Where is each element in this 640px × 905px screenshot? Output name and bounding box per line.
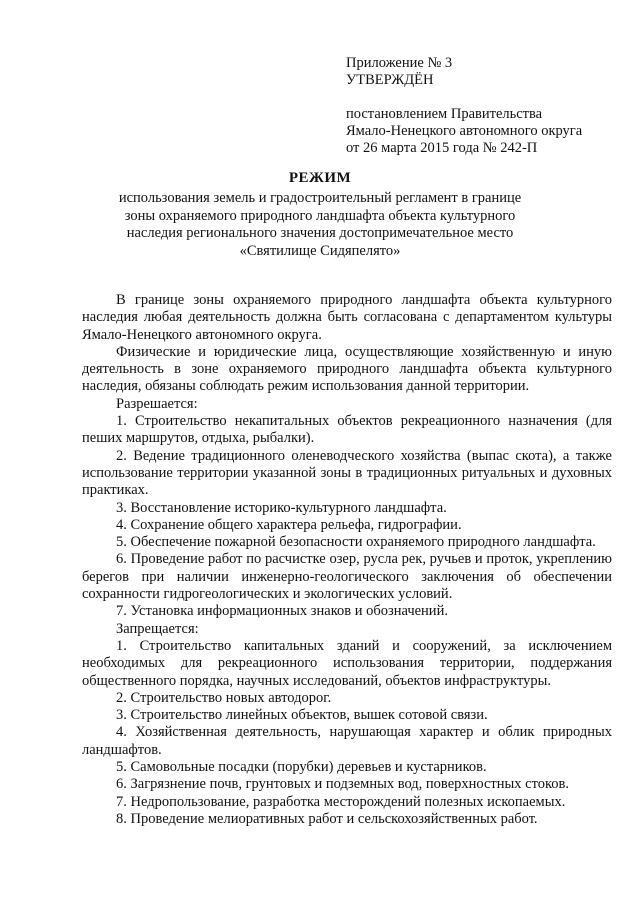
allowed-item-1: 1. Строительство некапитальных объектов рекреационного назначения (для пеших маршрутов, отдыха, рыбалки). [82, 413, 612, 447]
approved-stamp: УТВЕРЖДЁН [346, 72, 434, 88]
allowed-item-5: 5. Обеспечение пожарной безопасности охраняемого природного ландшафта. [116, 534, 596, 551]
forbidden-list [82, 638, 612, 828]
approval-by-line-3: от 26 марта 2015 года № 242-П [346, 140, 538, 156]
subtitle-line-1: использования земель и градостроительный регламент в границе [118, 190, 522, 206]
forbidden-item-5: 5. Самовольные посадки (порубки) деревьев и кустарников. [116, 759, 487, 776]
allowed-item-7: 7. Установка информационных знаков и обозначений. [116, 603, 448, 620]
forbidden-item-1: 1. Строительство капитальных зданий и сооружений, за исключением необходимых для рекреационного использования территории, поддержания общественного порядка, научных исследований, объектов инфраструктуры. [82, 637, 612, 689]
forbidden-item-4: 4. Хозяйственная деятельность, нарушающая характер и облик природных ландшафтов. [82, 724, 612, 758]
document-body [82, 292, 612, 828]
allowed-list [82, 413, 612, 621]
allowed-item-3: 3. Восстановление историко-культурного ландшафта. [116, 499, 447, 516]
forbidden-item-3: 3. Строительство линейных объектов, вышек сотовой связи. [116, 707, 488, 724]
approval-spacer [346, 89, 626, 106]
forbidden-item-6: 6. Загрязнение почв, грунтовых и подземных вод, поверхностных стоков. [116, 776, 570, 793]
allowed-item-6: 6. Проведение работ по расчистке озер, русла рек, ручьев и проток, укреплению берегов при наличии инженерно-геологического заключения об обеспечении сохранности гидрогеологических и экологических условий. [82, 551, 612, 603]
allowed-item-4: 4. Сохранение общего характера рельефа, гидрографии. [116, 516, 462, 533]
allowed-item-2: 2. Ведение традиционного оленеводческого хозяйства (выпас скота), а также использование территории указанной зоны в традиционных ритуальных и духовных практиках. [82, 447, 612, 499]
forbidden-item-7: 7. Недропользование, разработка месторождений полезных ископаемых. [116, 793, 566, 810]
allowed-heading: Разрешается: [116, 395, 198, 412]
approval-by-line-2: Ямало-Ненецкого автономного округа [346, 123, 583, 139]
forbidden-item-8: 8. Проведение мелиоративных работ и сельскохозяйственных работ. [116, 810, 538, 827]
forbidden-item-2: 2. Строительство новых автодорог. [116, 689, 332, 706]
subtitle-line-3: наследия регионального значения достопримечательное место [126, 225, 514, 241]
intro-paragraph-1: В границе зоны охраняемого природного ландшафта объекта культурного наследия любая деятельность должна быть согласована с департаментом культуры Ямало-Ненецкого автономного округа. [82, 292, 612, 343]
forbidden-heading: Запрещается: [116, 620, 199, 637]
subtitle-line-4: «Святилище Сидяпелято» [239, 242, 401, 259]
document-subtitle [60, 190, 580, 260]
approval-block [346, 55, 626, 157]
document-title: РЕЖИМ [288, 170, 352, 186]
subtitle-line-2: зоны охраняемого природного ландшафта объекта культурного [124, 207, 516, 224]
approval-by-line-1: постановлением Правительства [346, 106, 543, 122]
intro-paragraph-2: Физические и юридические лица, осуществляющие хозяйственную и иную деятельность в зоне охраняемого природного ландшафта объекта культурного наследия, обязаны соблюдать режим использования данной территории. [82, 343, 612, 395]
appendix-number: Приложение № 3 [346, 55, 453, 71]
